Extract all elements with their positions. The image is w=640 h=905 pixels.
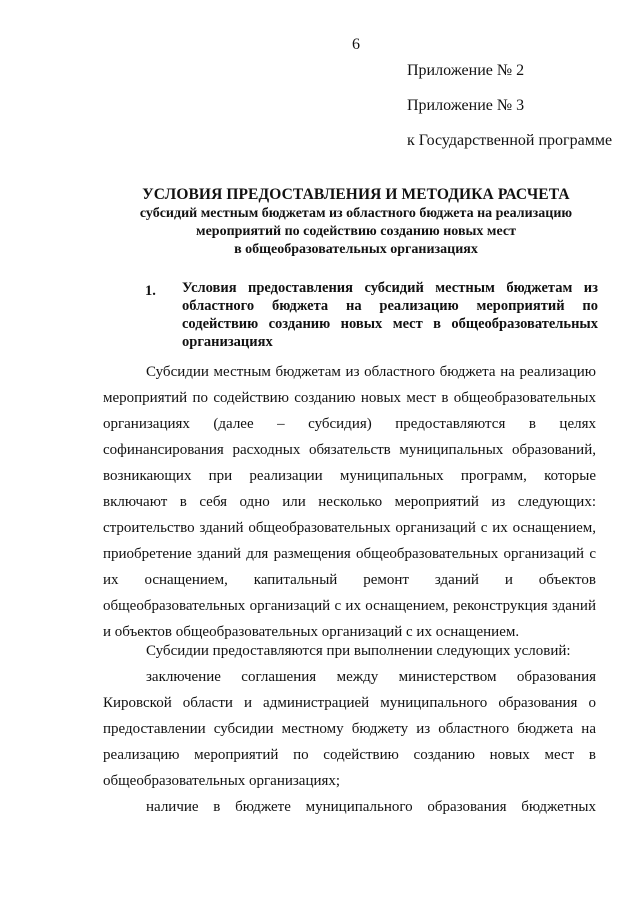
annex-line-1: Приложение № 2 xyxy=(407,62,525,79)
document-subtitle-line-1: субсидий местным бюджетам из областного бюджета на реализацию xyxy=(139,206,573,221)
page-number: 6 xyxy=(352,36,360,53)
annex-line-2: Приложение № 3 xyxy=(407,97,525,114)
paragraph-condition-budget: наличие в бюджете муниципального образования бюджетных xyxy=(146,799,596,815)
section-number: 1. xyxy=(145,283,156,299)
paragraph-condition-agreement: заключение соглашения между министерством образования Кировской области и администрацией муниципального образования о предоставлении субсидии местному бюджету из областного бюджета на реализацию мероприятий по содействию созданию новых мест в общеобразовательных организациях; xyxy=(103,669,596,789)
paragraph-subsidy-purpose: Субсидии местным бюджетам из областного бюджета на реализацию мероприятий по содействию созданию новых мест в общеобразовательных организациях (далее – субсидия) предоставляются в целях софинансирования расходных обязательств муниципальных образований, возникающих при реализации муниципальных программ, которые включают в себя одно или несколько мероприятий из следующих: строительство зданий общеобразовательных организаций с их оснащением, приобретение зданий для размещения общеобразовательных организаций с их оснащением, капитальный ремонт зданий и объектов общеобразовательных организаций с их оснащением, реконструкция зданий и объектов общеобразовательных организаций с их оснащением. xyxy=(103,364,596,640)
document-title: УСЛОВИЯ ПРЕДОСТАВЛЕНИЯ И МЕТОДИКА РАСЧЕТА xyxy=(142,186,570,203)
section-heading: Условия предоставления субсидий местным бюджетам из областного бюджета на реализацию мероприятий по содействию созданию новых мест в общеобразовательных организациях xyxy=(182,280,598,350)
annex-line-3: к Государственной программе xyxy=(407,132,613,149)
document-subtitle-line-3: в общеобразовательных организациях xyxy=(234,242,478,257)
paragraph-conditions-intro: Субсидии предоставляются при выполнении следующих условий: xyxy=(146,643,571,659)
document-subtitle-line-2: мероприятий по содействию созданию новых мест xyxy=(196,224,516,239)
